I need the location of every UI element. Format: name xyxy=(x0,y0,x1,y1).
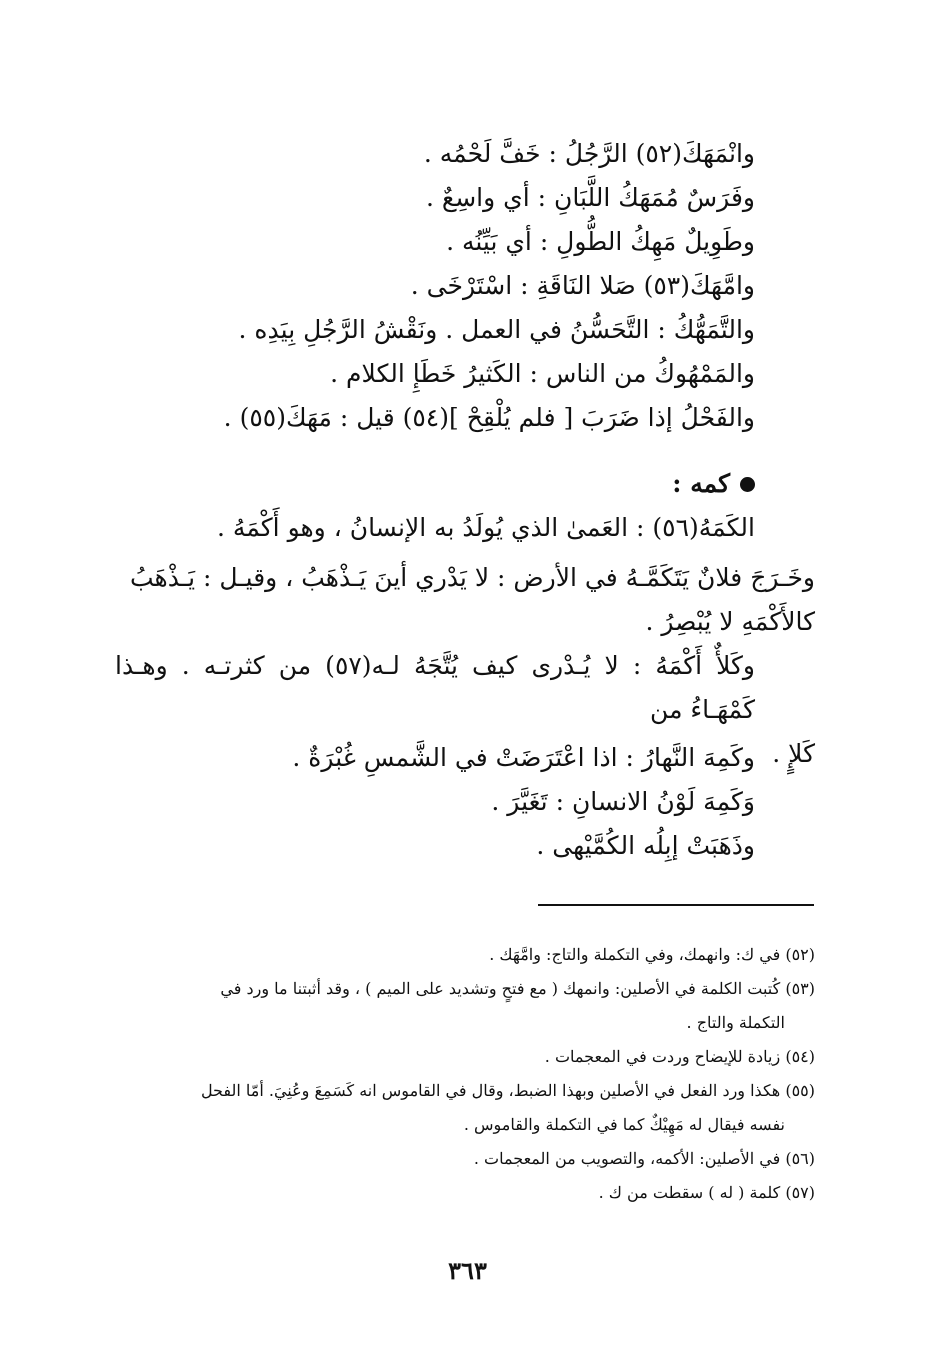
text-line: كَلإٍ . xyxy=(772,739,815,768)
text-line: وطَوِيلٌ مَهِكُ الطُّولِ : أي بَيِّنُه . xyxy=(446,227,755,256)
text-line: كالأَكْمَهِ لا يُبْصِرُ . xyxy=(645,607,815,636)
footnote-55: (٥٥) هكذا ورد الفعل في الأصلين وبهذا الضبط، وقال في القاموس انه كَسَمِعَ وعُنِيَ. أمّا الفحل xyxy=(200,1081,815,1100)
text-line: وامَّهَكَ(٥٣) صَلا النَاقَةِ : اسْتَرْخَى . xyxy=(410,271,755,300)
text-line: والتَّمَهُّكُ : التَّحَسُّنُ في العمل . ونَقْشُ الرَّجُلِ بِيَدِه . xyxy=(238,315,755,344)
footnote-56: (٥٦) في الأصلين: الأكمه، والتصويب من المعجمات . xyxy=(473,1149,815,1168)
footnote-53-continued: التكملة والتاج . xyxy=(686,1013,785,1032)
section-heading xyxy=(155,462,755,506)
bullet-icon xyxy=(740,477,755,492)
footnote-55-continued: نفسه فيقال له مَهِيْكٌ كما في التكملة والقاموس . xyxy=(463,1115,785,1134)
text-line: وَكَمِهَ لَوْنُ الانسانِ : تَغَيَّرَ . xyxy=(491,787,755,816)
footnote-54: (٥٤) زيادة للإيضاح وردت في المعجمات . xyxy=(544,1047,815,1066)
text-line: وكَلأٌ أَكْمَهُ : لا يُـدْرى كيف يُتَّجَهُ لـه(٥٧) من كثرتـه . وهـذا كَمْهَـاءُ من xyxy=(115,651,755,724)
footnotes xyxy=(115,938,815,1210)
entry-kamih-continued xyxy=(155,736,755,868)
text-line: وانْمَهَكَ(٥٢) الرَّجُلُ : خَفَّ لَحْمُه . xyxy=(423,139,755,168)
footnote-53: (٥٣) كُتبت الكلمة في الأصلين: وانمهك ( مع فتحٍ وتشديد على الميم ) ، وقد أثبتنا ما ورد في xyxy=(220,979,815,998)
entry-mhk xyxy=(155,132,755,550)
text-line: وذَهَبَتْ إبِلُه الكُمَّيْهى . xyxy=(536,831,755,860)
section-heading-text: كمه : xyxy=(672,469,730,498)
page-number: ٣٦٣ xyxy=(448,1256,487,1285)
text-line: والفَحْلُ إذا ضَرَبَ [ فلم يُلْقِحْ ](٥٤) قيل : مَهَكَ(٥٥) . xyxy=(223,403,755,432)
text-line: وخَـرَجَ فلانٌ يَتَكَمَّـهُ في الأرض : لا يَدْري أينَ يَـذْهَبُ ، وقيـل : يَـذْهَبُ xyxy=(129,563,815,592)
footnote-57: (٥٧) كلمة ( له ) سقطت من ك . xyxy=(598,1183,815,1202)
text-line: وكَمِهَ النَّهارُ : اذا اعْتَرَضَتْ في الشَّمسِ غُبْرَةٌ . xyxy=(292,743,755,772)
paragraph-yatakammah xyxy=(115,556,815,644)
text-line: والمَمْهُوكُ من الناس : الكَثيرُ خَطَإِ الكلام . xyxy=(330,359,755,388)
text-line: وفَرَسٌ مُمَهَكُ اللَّبَانِ : أي واسِعٌ . xyxy=(426,183,755,212)
footnote-separator xyxy=(538,904,814,906)
text-line: الكَمَهُ(٥٦) : العَمىٰ الذي يُولَدُ به الإنسانُ ، وهو أَكْمَهُ . xyxy=(217,513,755,542)
footnote-52: (٥٢) في ك: وانهمك، وفي التكملة والتاج: وامَّهَك . xyxy=(489,945,815,964)
